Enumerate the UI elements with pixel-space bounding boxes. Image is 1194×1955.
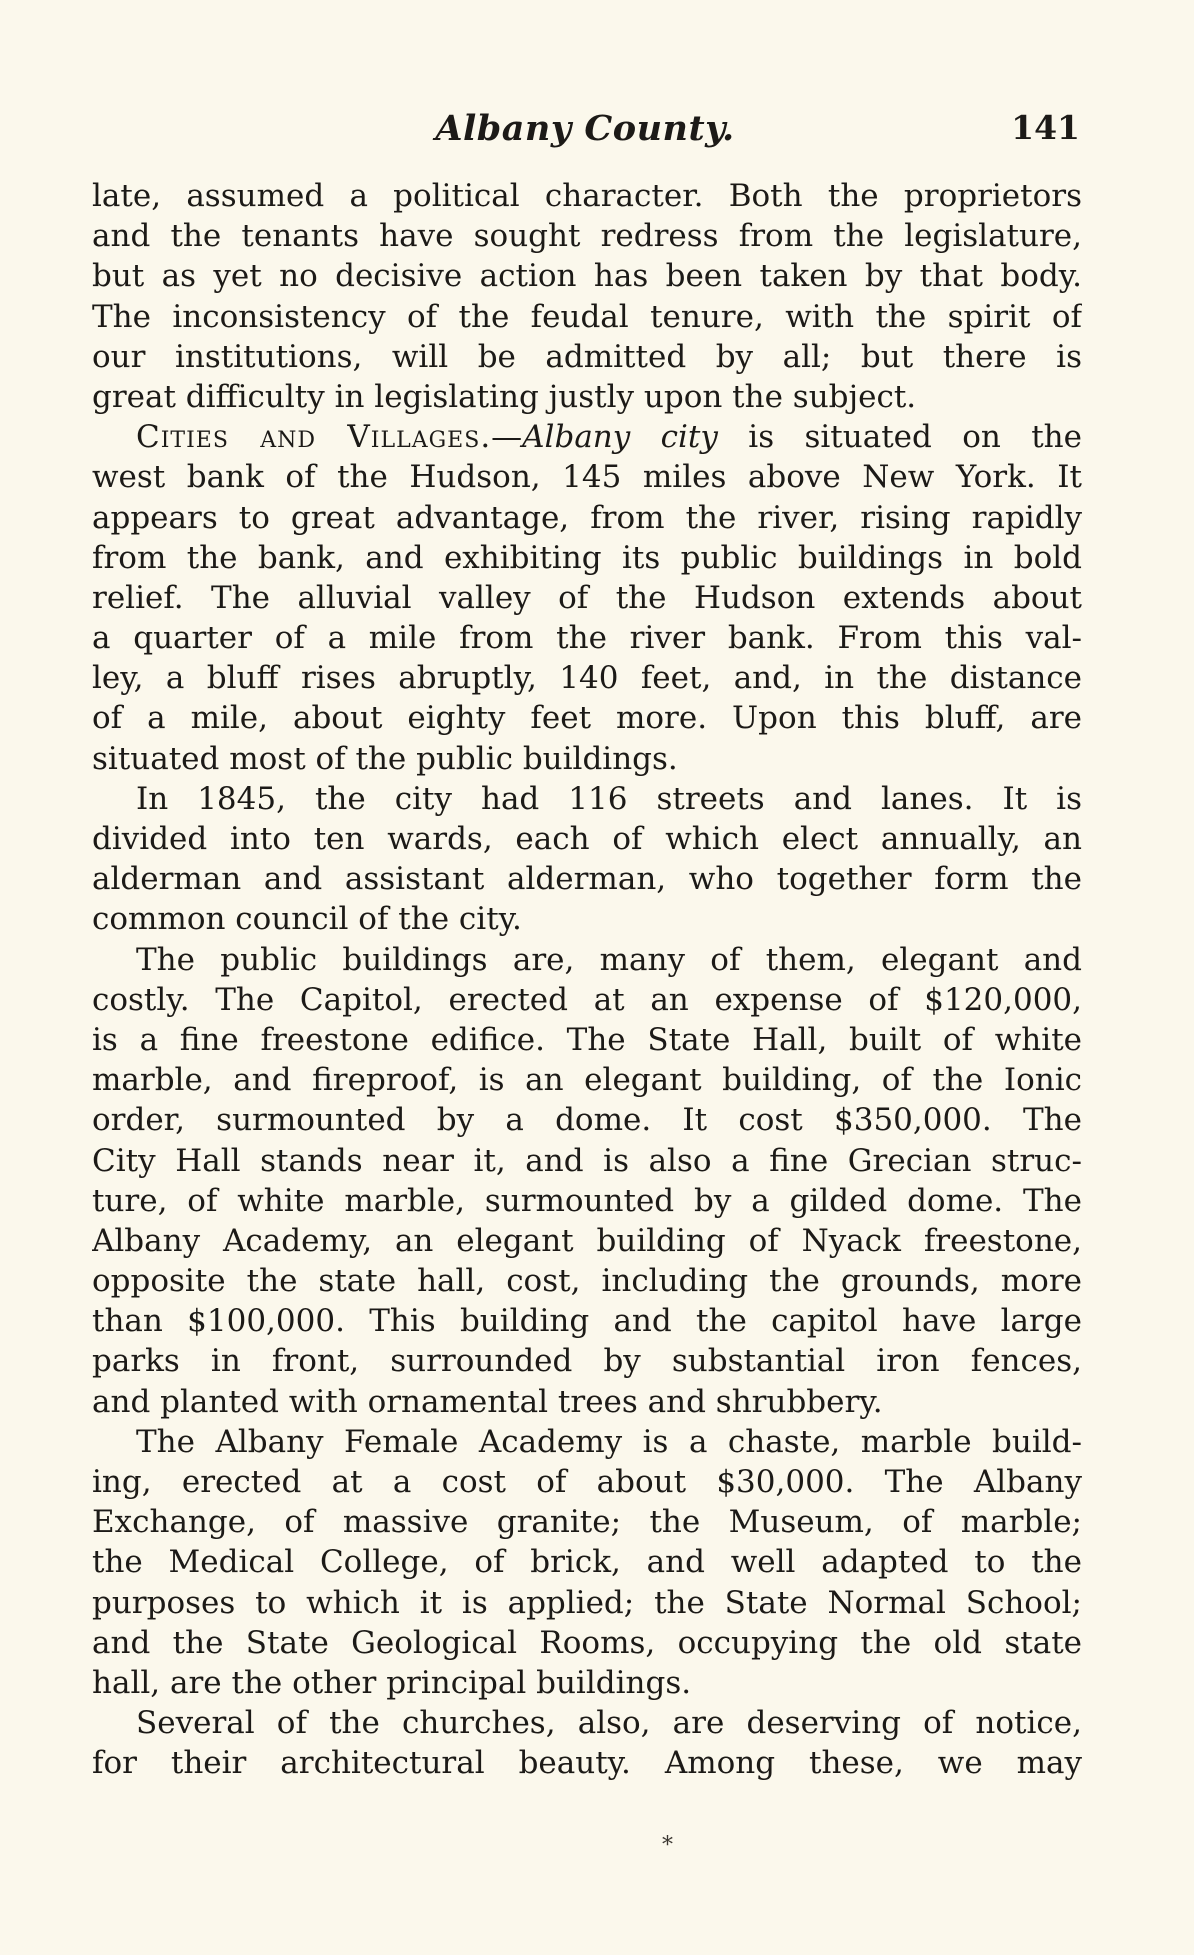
text-line: a quarter of a mile from the river bank. From this val- — [92, 620, 1082, 657]
text-line: parks in front, surrounded by substantial iron fences, — [92, 1343, 1082, 1380]
text-line: divided into ten wards, each of which elect annually, an — [92, 821, 1082, 857]
text-line: for their architectural beauty. Among these, we may — [92, 1745, 1082, 1782]
text-line: west bank of the Hudson, 145 miles above New York. It — [92, 459, 1082, 496]
text-line: late, assumed a political character. Both the proprietors — [92, 178, 1082, 214]
text-line: marble, and fireproof, is an elegant building, of the Ionic — [92, 1062, 1082, 1099]
text-line: The public buildings are, many of them, elegant and — [136, 941, 1082, 978]
city-name: Albany city — [522, 419, 718, 456]
text-line: and planted with ornamental trees and shrubbery. — [92, 1383, 883, 1420]
text-line: from the bank, and exhibiting its public buildings in bold — [92, 539, 1082, 576]
em-dash: — — [491, 419, 523, 456]
section-heading: Cities and Villages. — [136, 419, 492, 456]
running-title: Albany County. — [435, 108, 735, 149]
text-line: In 1845, the city had 116 streets and lanes. It is — [136, 780, 1082, 817]
text-line: order, surmounted by a dome. It cost $350,000. The — [92, 1102, 1082, 1139]
page-number: 141 — [1011, 108, 1080, 147]
text-line: costly. The Capitol, erected at an expense of $120,000, — [92, 981, 1082, 1018]
text-line: ley, a bluff rises abruptly, 140 feet, and, in the distance — [92, 660, 1082, 697]
text-line: The Albany Female Academy is a chaste, marble build- — [136, 1423, 1082, 1460]
text-line: The inconsistency of the feudal tenure, with the spirit of — [92, 298, 1082, 335]
text-line: appears to great advantage, from the river, rising rapidly — [92, 499, 1082, 536]
text-line: relief. The alluvial valley of the Hudson extends about — [92, 579, 1082, 616]
text-line: Albany Academy, an elegant building of Nyack freestone, — [92, 1222, 1082, 1259]
text-line: is a fine freestone edifice. The State Hall, built of white — [92, 1021, 1082, 1058]
text-line: City Hall stands near it, and is also a fine Grecian struc- — [92, 1142, 1082, 1179]
running-head — [90, 108, 1080, 156]
text-line: alderman and assistant alderman, who together form the — [92, 861, 1082, 898]
text-line: and the tenants have sought redress from the legislature, — [92, 218, 1082, 255]
text-line: than $100,000. This building and the capitol have large — [92, 1303, 1082, 1340]
body-text — [92, 176, 1082, 1784]
section-heading-line — [92, 417, 1082, 457]
text-line: and the State Geological Rooms, occupying the old state — [92, 1624, 1082, 1661]
text-line: of a mile, about eighty feet more. Upon this bluff, are — [92, 700, 1082, 737]
signature-mark: * — [662, 1833, 673, 1858]
text-line: purposes to which it is applied; the State Normal School; — [92, 1584, 1082, 1621]
text-line: the Medical College, of brick, and well adapted to the — [92, 1544, 1082, 1581]
text-line: ing, erected at a cost of about $30,000. The Albany — [92, 1464, 1082, 1500]
text-line: ture, of white marble, surmounted by a gilded dome. The — [92, 1182, 1082, 1219]
text-fragment: is situated on the — [717, 419, 1082, 456]
text-line: Exchange, of massive granite; the Museum, of marble; — [92, 1504, 1082, 1541]
text-line: our institutions, will be admitted by all; but there is — [92, 338, 1082, 375]
text-line: common council of the city. — [92, 901, 522, 938]
text-line: but as yet no decisive action has been taken by that body. — [92, 258, 1082, 295]
text-line: hall, are the other principal buildings. — [92, 1664, 692, 1701]
text-line: opposite the state hall, cost, including the grounds, more — [92, 1263, 1082, 1300]
text-line: great difficulty in legislating justly upon the subject. — [92, 378, 917, 415]
text-line: situated most of the public buildings. — [92, 740, 678, 777]
text-line: Several of the churches, also, are deserving of notice, — [136, 1705, 1082, 1742]
